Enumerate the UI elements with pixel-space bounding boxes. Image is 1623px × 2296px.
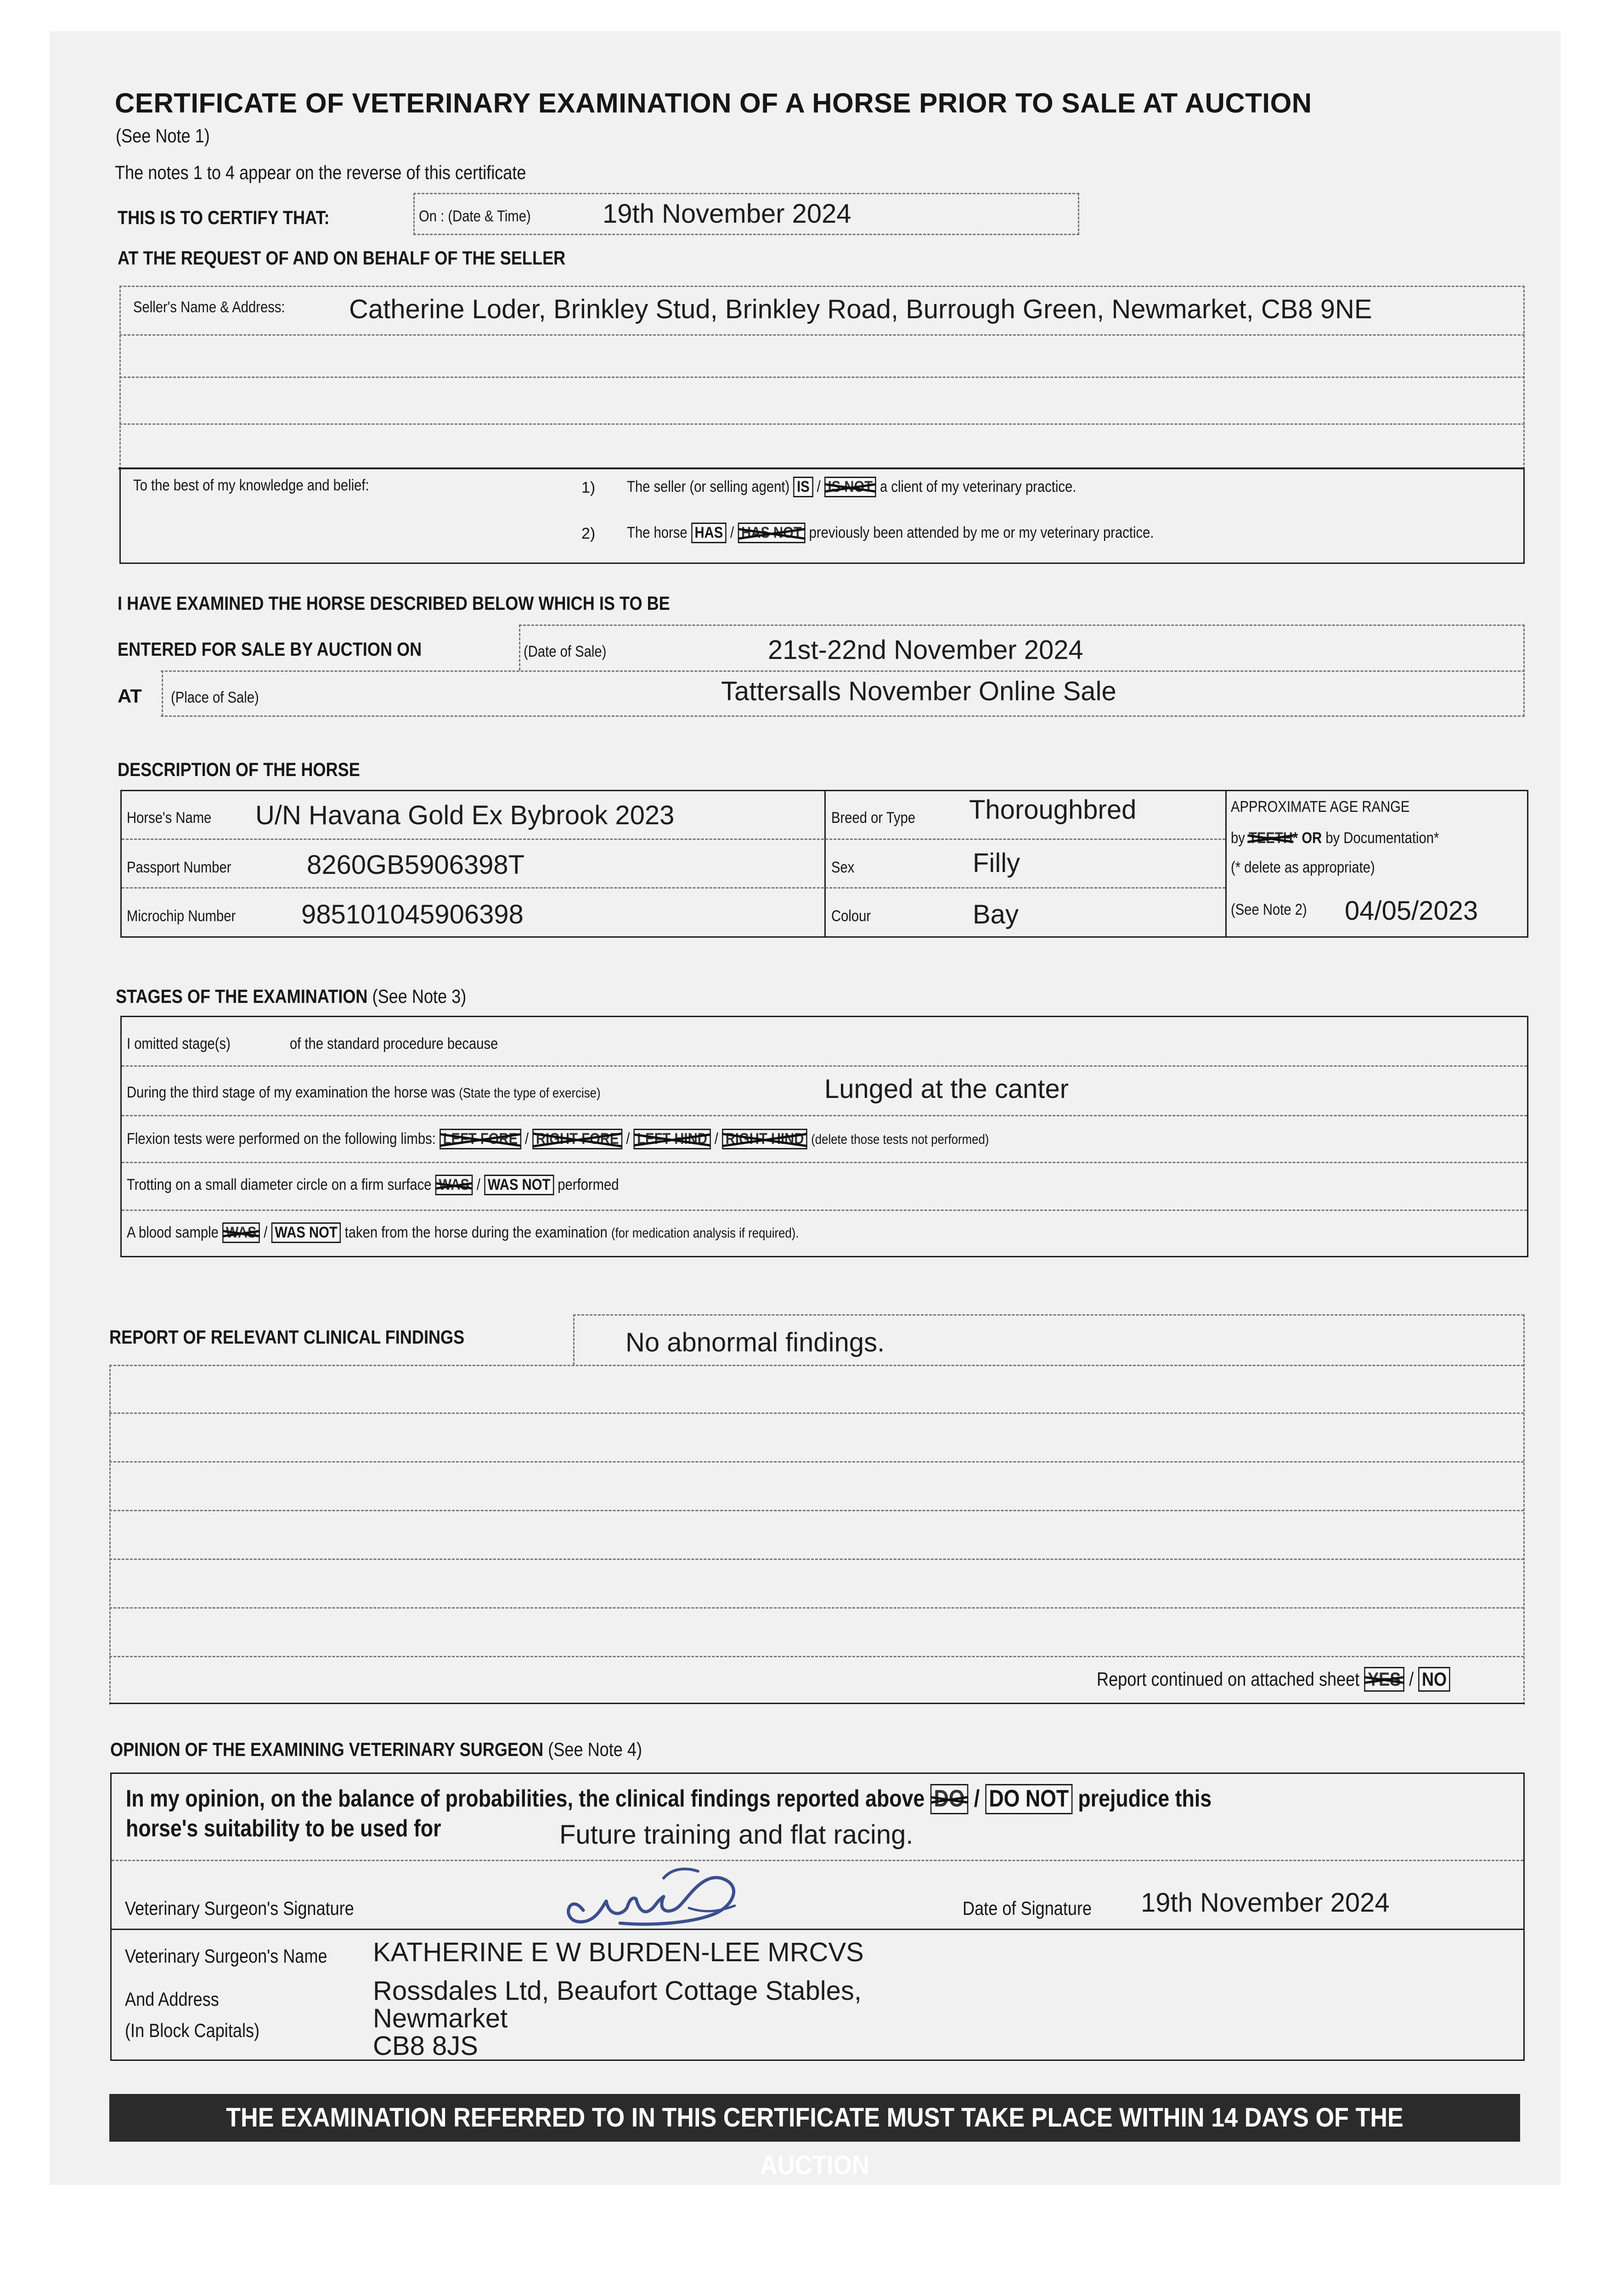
sale-place-value[interactable]: Tattersalls November Online Sale: [721, 676, 1116, 706]
address-line1[interactable]: Rossdales Ltd, Beaufort Cottage Stables,: [373, 1976, 862, 2006]
horse-name-value[interactable]: U/N Havana Gold Ex Bybrook 2023: [255, 800, 675, 830]
omitted-stages: I omitted stage(s) of the standard procedure because: [127, 1035, 498, 1052]
flexion-left-hind[interactable]: LEFT HIND: [633, 1129, 710, 1149]
continued-yes-option[interactable]: YES: [1364, 1667, 1404, 1692]
trotting-was-not-option[interactable]: WAS NOT: [484, 1175, 554, 1195]
age-by-teeth-option[interactable]: TEETH: [1249, 829, 1293, 847]
sex-label: Sex: [831, 859, 855, 876]
knowledge-item2-num: 2): [581, 525, 596, 542]
breed-value[interactable]: Thoroughbred: [969, 795, 1137, 825]
findings-value[interactable]: No abnormal findings.: [626, 1328, 885, 1357]
opinion-line2: horse's suitability to be used for: [126, 1815, 441, 1842]
age-method: by TEETH* OR by Documentation*: [1231, 829, 1439, 847]
attended-has-not-option[interactable]: HAS NOT: [738, 523, 805, 543]
seller-label: Seller's Name & Address:: [133, 298, 285, 316]
on-date-label: On : (Date & Time): [419, 208, 531, 225]
signature-label: Veterinary Surgeon's Signature: [125, 1897, 354, 1919]
blood-was-option[interactable]: WAS: [222, 1222, 260, 1243]
third-stage-label: During the third stage of my examination the horse was (State the type of exercise): [127, 1084, 601, 1101]
report-continued: Report continued on attached sheet YES / NO: [1097, 1667, 1508, 1692]
address-line3[interactable]: CB8 8JS: [373, 2031, 478, 2061]
age-delete-note: (* delete as appropriate): [1231, 859, 1375, 876]
flexion-tests: Flexion tests were performed on the following limbs: LEFT FORE / RIGHT FORE / LEFT HIND / RIGHT HIND (delete those tests not performed): [127, 1129, 1129, 1149]
request-label: AT THE REQUEST OF AND ON BEHALF OF THE SELLER: [118, 247, 566, 269]
date-of-signature-label: Date of Signature: [963, 1897, 1092, 1919]
date-of-signature-value[interactable]: 19th November 2024: [1141, 1888, 1390, 1918]
passport-value[interactable]: 8260GB5906398T: [307, 850, 525, 880]
sex-value[interactable]: Filly: [973, 848, 1020, 878]
blood-sample-row: A blood sample WAS / WAS NOT taken from the horse during the examination (for medication analysis if required).: [127, 1222, 908, 1243]
address-line2[interactable]: Newmarket: [373, 2003, 508, 2033]
description-title: DESCRIPTION OF THE HORSE: [118, 759, 360, 780]
notes-location: The notes 1 to 4 appear on the reverse of this certificate: [115, 162, 526, 183]
certify-label: THIS IS TO CERTIFY THAT:: [118, 207, 330, 228]
age-by-documentation-option[interactable]: by Documentation*: [1325, 829, 1439, 847]
knowledge-label: To the best of my knowledge and belief:: [133, 477, 369, 494]
client-is-not-option[interactable]: IS NOT: [824, 477, 876, 497]
attended-has-option[interactable]: HAS: [691, 523, 727, 543]
entered-label: ENTERED FOR SALE BY AUCTION ON: [118, 638, 422, 660]
opinion-statement: In my opinion, on the balance of probabilities, the clinical findings reported above DO / DO NOT prejudice this: [126, 1784, 1388, 1814]
flexion-right-hind[interactable]: RIGHT HIND: [722, 1129, 807, 1149]
horse-name-label: Horse's Name: [127, 809, 212, 827]
flexion-right-fore[interactable]: RIGHT FORE: [532, 1129, 622, 1149]
blood-was-not-option[interactable]: WAS NOT: [271, 1222, 341, 1243]
breed-label: Breed or Type: [831, 809, 916, 827]
colour-label: Colour: [831, 907, 871, 925]
examined-label: I HAVE EXAMINED THE HORSE DESCRIBED BELOW WHICH IS TO BE: [118, 592, 670, 614]
knowledge-item2: The horse HAS / HAS NOT previously been attended by me or my veterinary practice.: [627, 523, 1240, 543]
address-label-block: (In Block Capitals): [125, 2020, 260, 2041]
trotting-row: Trotting on a small diameter circle on a firm surface WAS / WAS NOT performed: [127, 1175, 699, 1195]
address-label: And Address: [125, 1988, 219, 2010]
footer-banner: THE EXAMINATION REFERRED TO IN THIS CERTIFICATE MUST TAKE PLACE WITHIN 14 DAYS OF THE AUCTION: [109, 2094, 1520, 2142]
flexion-left-fore[interactable]: LEFT FORE: [440, 1129, 521, 1149]
vet-name-value[interactable]: KATHERINE E W BURDEN-LEE MRCVS: [373, 1937, 864, 1967]
opinion-title: OPINION OF THE EXAMINING VETERINARY SURGEON (See Note 4): [110, 1739, 642, 1760]
knowledge-item1-num: 1): [581, 479, 596, 496]
opinion-do-not-option[interactable]: DO NOT: [986, 1784, 1072, 1814]
stages-title: STAGES OF THE EXAMINATION (See Note 3): [116, 985, 467, 1007]
age-range-label: APPROXIMATE AGE RANGE: [1231, 798, 1410, 816]
opinion-use-value[interactable]: Future training and flat racing.: [559, 1820, 913, 1850]
title-note-ref: (See Note 1): [116, 125, 210, 146]
findings-title: REPORT OF RELEVANT CLINICAL FINDINGS: [109, 1326, 465, 1348]
at-label: AT: [118, 685, 142, 707]
on-date-value[interactable]: 19th November 2024: [603, 199, 851, 229]
knowledge-item1: The seller (or selling agent) IS / IS NOT a client of my veterinary practice.: [627, 477, 1150, 497]
signature-scribble: [551, 1864, 762, 1942]
sale-date-value[interactable]: 21st-22nd November 2024: [768, 635, 1083, 665]
sale-date-label: (Date of Sale): [524, 643, 607, 660]
sale-place-label: (Place of Sale): [171, 689, 259, 706]
trotting-was-option[interactable]: WAS: [435, 1175, 473, 1195]
client-is-option[interactable]: IS: [793, 477, 813, 497]
opinion-do-option[interactable]: DO: [930, 1784, 969, 1814]
passport-label: Passport Number: [127, 859, 231, 876]
microchip-label: Microchip Number: [127, 907, 236, 925]
date-of-birth-value[interactable]: 04/05/2023: [1345, 896, 1478, 926]
vet-name-label: Veterinary Surgeon's Name: [125, 1945, 327, 1967]
colour-value[interactable]: Bay: [973, 900, 1019, 929]
certificate-title: CERTIFICATE OF VETERINARY EXAMINATION OF A HORSE PRIOR TO SALE AT AUCTION: [115, 88, 1312, 118]
continued-no-option[interactable]: NO: [1418, 1667, 1450, 1692]
third-stage-value[interactable]: Lunged at the canter: [824, 1074, 1069, 1104]
note2-label: (See Note 2): [1231, 901, 1307, 918]
microchip-value[interactable]: 985101045906398: [301, 900, 524, 929]
seller-value[interactable]: Catherine Loder, Brinkley Stud, Brinkley Road, Burrough Green, Newmarket, CB8 9NE: [349, 294, 1372, 324]
